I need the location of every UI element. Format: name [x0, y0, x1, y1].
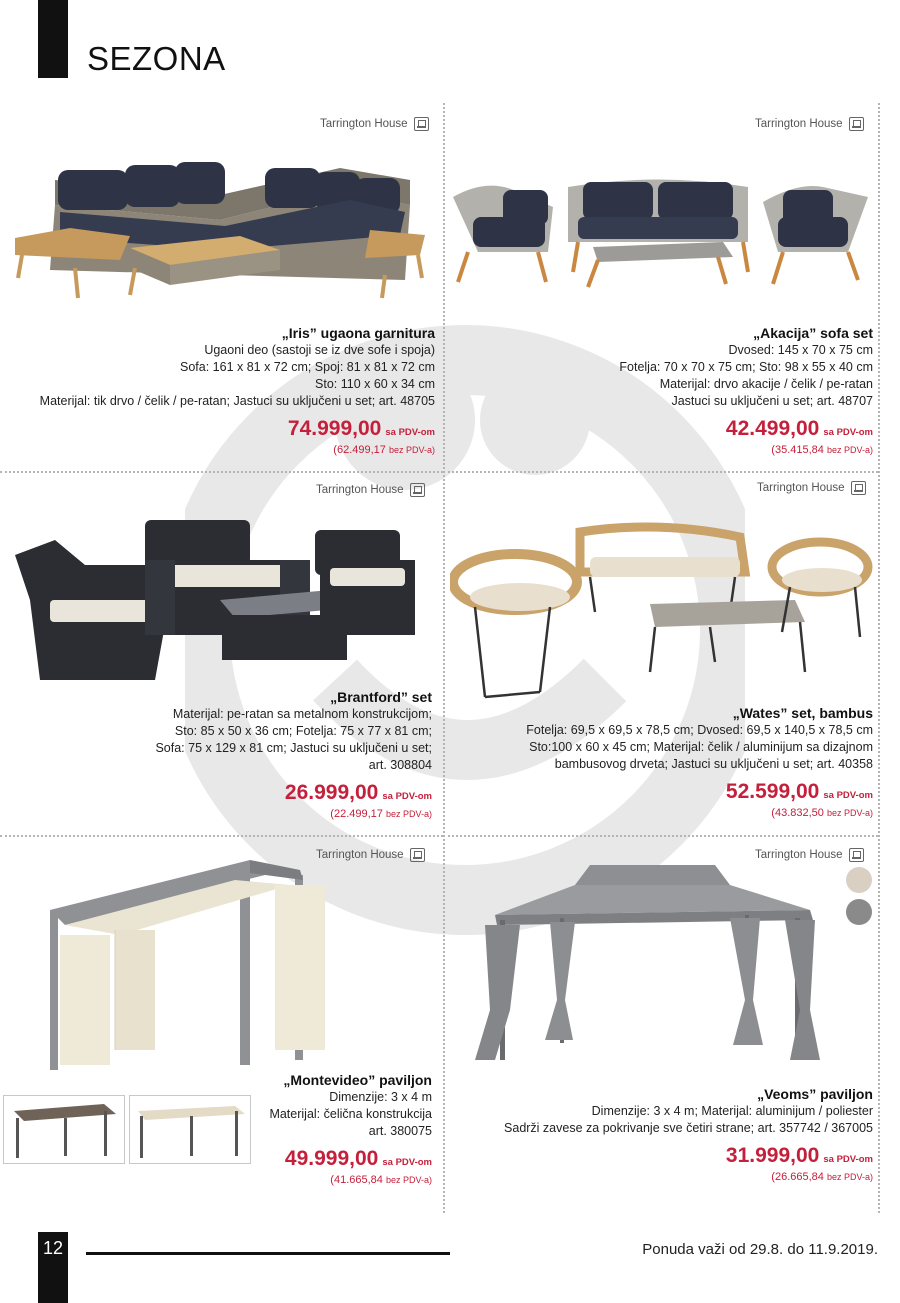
- price-suffix: sa PDV-om: [385, 427, 435, 438]
- product-info-veoms: [453, 1086, 873, 1184]
- product-desc-line: Fotelja: 69,5 x 69,5 x 78,5 cm; Dvosed: 69,5 x 140,5 x 78,5 cm: [526, 723, 873, 737]
- net-suffix: bez PDV-a): [385, 809, 432, 819]
- net-price: (22.499,17: [330, 808, 383, 820]
- net-price: (26.665,84: [771, 1171, 824, 1183]
- product-price: 26.999,00: [284, 781, 379, 804]
- thumbnail-image: [4, 1096, 124, 1163]
- header-bar: [38, 0, 68, 78]
- product-desc-line: Materijal: čelična konstrukcija: [269, 1107, 432, 1121]
- net-suffix: bez PDV-a): [826, 445, 873, 455]
- product-desc-line: Sadrži zavese za pokrivanje sve četiri strane; art. 357742 / 367005: [504, 1121, 873, 1135]
- brand-label: [755, 117, 864, 131]
- product-name: „Wates” set, bambus: [732, 705, 873, 721]
- product-desc-line: Dimenzije: 3 x 4 m: [329, 1090, 432, 1104]
- price-suffix: sa PDV-om: [382, 791, 432, 802]
- brand-name: Tarrington House: [320, 118, 408, 130]
- row-divider: [443, 835, 878, 837]
- product-desc-line: Materijal: pe-ratan sa metalnom konstrukcijom;: [172, 707, 432, 721]
- brand-logo-icon: [410, 483, 425, 497]
- brand-logo-icon: [414, 117, 429, 131]
- product-info-montevideo: [132, 1072, 432, 1187]
- product-name: „Brantford” set: [330, 689, 432, 705]
- product-desc-line: Sto: 85 x 50 x 36 cm; Fotelja: 75 x 77 x 81 cm;: [174, 724, 432, 738]
- net-price: (41.665,84: [330, 1174, 383, 1186]
- product-info-iris: [0, 325, 435, 457]
- brand-name: Tarrington House: [755, 849, 843, 861]
- thumbnail-variant[interactable]: [3, 1095, 125, 1164]
- color-swatch-gray[interactable]: [846, 899, 872, 925]
- brand-name: Tarrington House: [316, 484, 404, 496]
- brand-logo-icon: [849, 848, 864, 862]
- product-price: 49.999,00: [284, 1147, 379, 1170]
- product-desc-line: Jastuci su uključeni u set; art. 48707: [671, 394, 873, 408]
- offer-validity: Ponuda važi od 29.8. do 11.9.2019.: [642, 1241, 878, 1258]
- net-price: (43.832,50: [771, 807, 824, 819]
- footer-rule: [86, 1252, 450, 1255]
- product-desc-line: Dvosed: 145 x 70 x 75 cm: [728, 343, 873, 357]
- price-suffix: sa PDV-om: [823, 427, 873, 438]
- price-suffix: sa PDV-om: [823, 790, 873, 801]
- brand-label: [757, 481, 866, 495]
- page-number: 12: [38, 1232, 68, 1303]
- column-divider-right: [878, 103, 880, 1213]
- product-image-iris: [10, 150, 435, 305]
- price-suffix: sa PDV-om: [382, 1157, 432, 1168]
- product-info-brantford: [0, 689, 432, 821]
- product-desc-line: Dimenzije: 3 x 4 m; Materijal: aluminijum / poliester: [591, 1104, 873, 1118]
- row-divider: [0, 471, 443, 473]
- product-desc-line: Materijal: drvo akacije / čelik / pe-ratan: [659, 377, 873, 391]
- brand-logo-icon: [410, 848, 425, 862]
- product-desc-line: Sofa: 75 x 129 x 81 cm; Jastuci su uključeni u set;: [155, 741, 432, 755]
- product-price: 74.999,00: [287, 417, 382, 440]
- product-price: 52.599,00: [725, 780, 820, 803]
- brand-logo-icon: [851, 481, 866, 495]
- brand-name: Tarrington House: [757, 482, 845, 494]
- net-price: (62.499,17: [333, 444, 386, 456]
- brand-name: Tarrington House: [755, 118, 843, 130]
- product-info-akacija: [453, 325, 873, 457]
- brand-name: Tarrington House: [316, 849, 404, 861]
- product-name: „Iris” ugaona garnitura: [281, 325, 435, 341]
- net-suffix: bez PDV-a): [826, 1172, 873, 1182]
- net-suffix: bez PDV-a): [388, 445, 435, 455]
- net-suffix: bez PDV-a): [826, 808, 873, 818]
- net-price: (35.415,84: [771, 444, 824, 456]
- product-name: „Veoms” paviljon: [757, 1086, 873, 1102]
- column-divider: [443, 103, 445, 1213]
- product-desc-line: Sto: 110 x 60 x 34 cm: [315, 377, 435, 391]
- product-desc-line: Fotelja: 70 x 70 x 75 cm; Sto: 98 x 55 x 40 cm: [619, 360, 873, 374]
- product-image-montevideo: [35, 855, 355, 1075]
- brand-logo-icon: [849, 117, 864, 131]
- product-image-veoms: [465, 860, 835, 1065]
- row-divider: [0, 835, 443, 837]
- product-image-wates: [450, 522, 875, 707]
- product-info-wates: [448, 705, 873, 820]
- row-divider: [443, 471, 878, 473]
- product-name: „Akacija” sofa set: [753, 325, 873, 341]
- price-suffix: sa PDV-om: [823, 1154, 873, 1165]
- brand-label: [316, 483, 425, 497]
- product-image-brantford: [10, 520, 430, 685]
- product-image-akacija: [448, 172, 873, 292]
- product-desc-line: art. 308804: [368, 758, 432, 772]
- product-desc-line: Sofa: 161 x 81 x 72 cm; Spoj: 81 x 81 x 72 cm: [180, 360, 435, 374]
- product-price: 31.999,00: [725, 1144, 820, 1167]
- color-swatch-beige[interactable]: [846, 867, 872, 893]
- product-desc-line: art. 380075: [368, 1124, 432, 1138]
- net-suffix: bez PDV-a): [385, 1175, 432, 1185]
- product-desc-line: bambusovog drveta; Jastuci su uključeni u set; art. 40358: [554, 757, 873, 771]
- product-desc-line: Sto:100 x 60 x 45 cm; Materijal: čelik / aluminijum sa dizajnom: [529, 740, 873, 754]
- brand-label: [320, 117, 429, 131]
- product-price: 42.499,00: [725, 417, 820, 440]
- page-title: SEZONA: [87, 40, 226, 77]
- product-name: „Montevideo” paviljon: [283, 1072, 432, 1088]
- product-desc-line: Materijal: tik drvo / čelik / pe-ratan; Jastuci su uključeni u set; art. 48705: [39, 394, 435, 408]
- product-desc-line: Ugaoni deo (sastoji se iz dve sofe i spoja): [204, 343, 435, 357]
